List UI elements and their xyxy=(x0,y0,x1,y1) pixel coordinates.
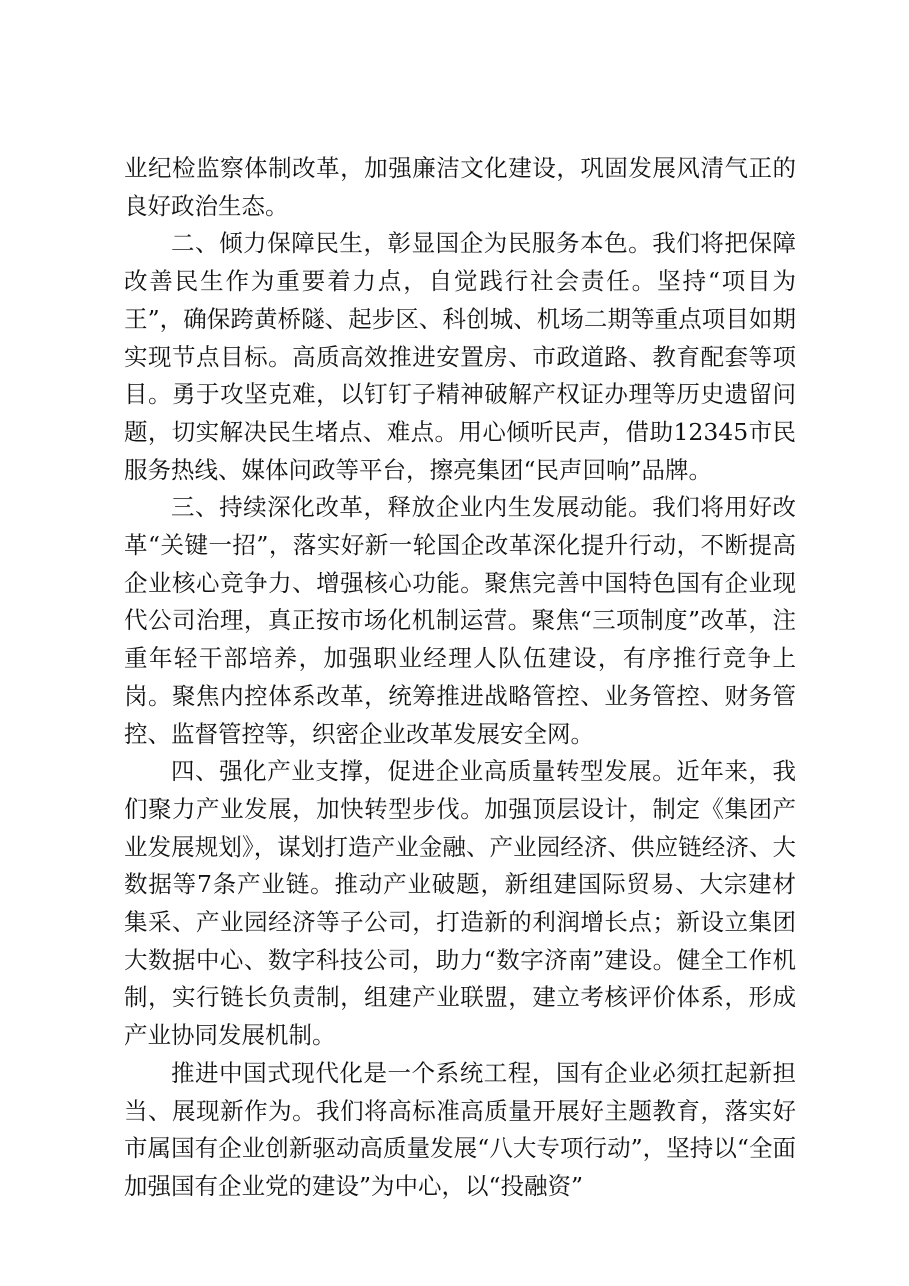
paragraph-livelihood: 二、倾力保障民生，彰显国企为民服务本色。我们将把保障改善民生作为重要着力点，自觉践行社会责任。坚持“项目为王”，确保跨黄桥隧、起步区、科创城、机场二期等重点项目如期实现节点目标。高质高效推进安置房、市政道路、教育配套等项目。勇于攻坚克难，以钉钉子精神破解产权证办理等历史遗留问题，切实解决民生堵点、难点。用心倾听民声，借助12345市民服务热线、媒体问政等平台，擦亮集团“民声回响”品牌。 xyxy=(124,229,796,484)
paragraph-continued: 业纪检监察体制改革，加强廉洁文化建设，巩固发展风清气正的良好政治生态。 xyxy=(124,154,796,220)
body-text xyxy=(124,150,796,1206)
paragraph-reform: 三、持续深化改革，释放企业内生发展动能。我们将用好改革“关键一招”，落实好新一轮国企改革深化提升行动，不断提高企业核心竞争力、增强核心功能。聚焦完善中国特色国有企业现代公司治理，真正按市场化机制运营。聚焦“三项制度”改革，注重年轻干部培养，加强职业经理人队伍建设，有序推行竞争上岗。聚焦内控体系改革，统筹推进战略管控、业务管控、财务管控、监督管控等，织密企业改革发展安全网。 xyxy=(124,493,796,748)
paragraph-modernization: 推进中国式现代化是一个系统工程，国有企业必须扛起新担当、展现新作为。我们将高标准高质量开展好主题教育，落实好市属国有企业创新驱动高质量发展“八大专项行动”，坚持以“全面加强国有企业党的建设”为中心，以“投融资” xyxy=(124,1058,796,1200)
paragraph-industry: 四、强化产业支撑，促进企业高质量转型发展。近年来，我们聚力产业发展，加快转型步伐。加强顶层设计，制定《集团产业发展规划》，谋划打造产业金融、产业园经济、供应链经济、大数据等7条产业链。推动产业破题，新组建国际贸易、大宗建材集采、产业园经济等子公司，打造新的利润增长点；新设立集团大数据中心、数字科技公司，助力“数字济南”建设。健全工作机制，实行链长负责制，组建产业联盟，建立考核评价体系，形成产业协同发展机制。 xyxy=(124,757,796,1050)
